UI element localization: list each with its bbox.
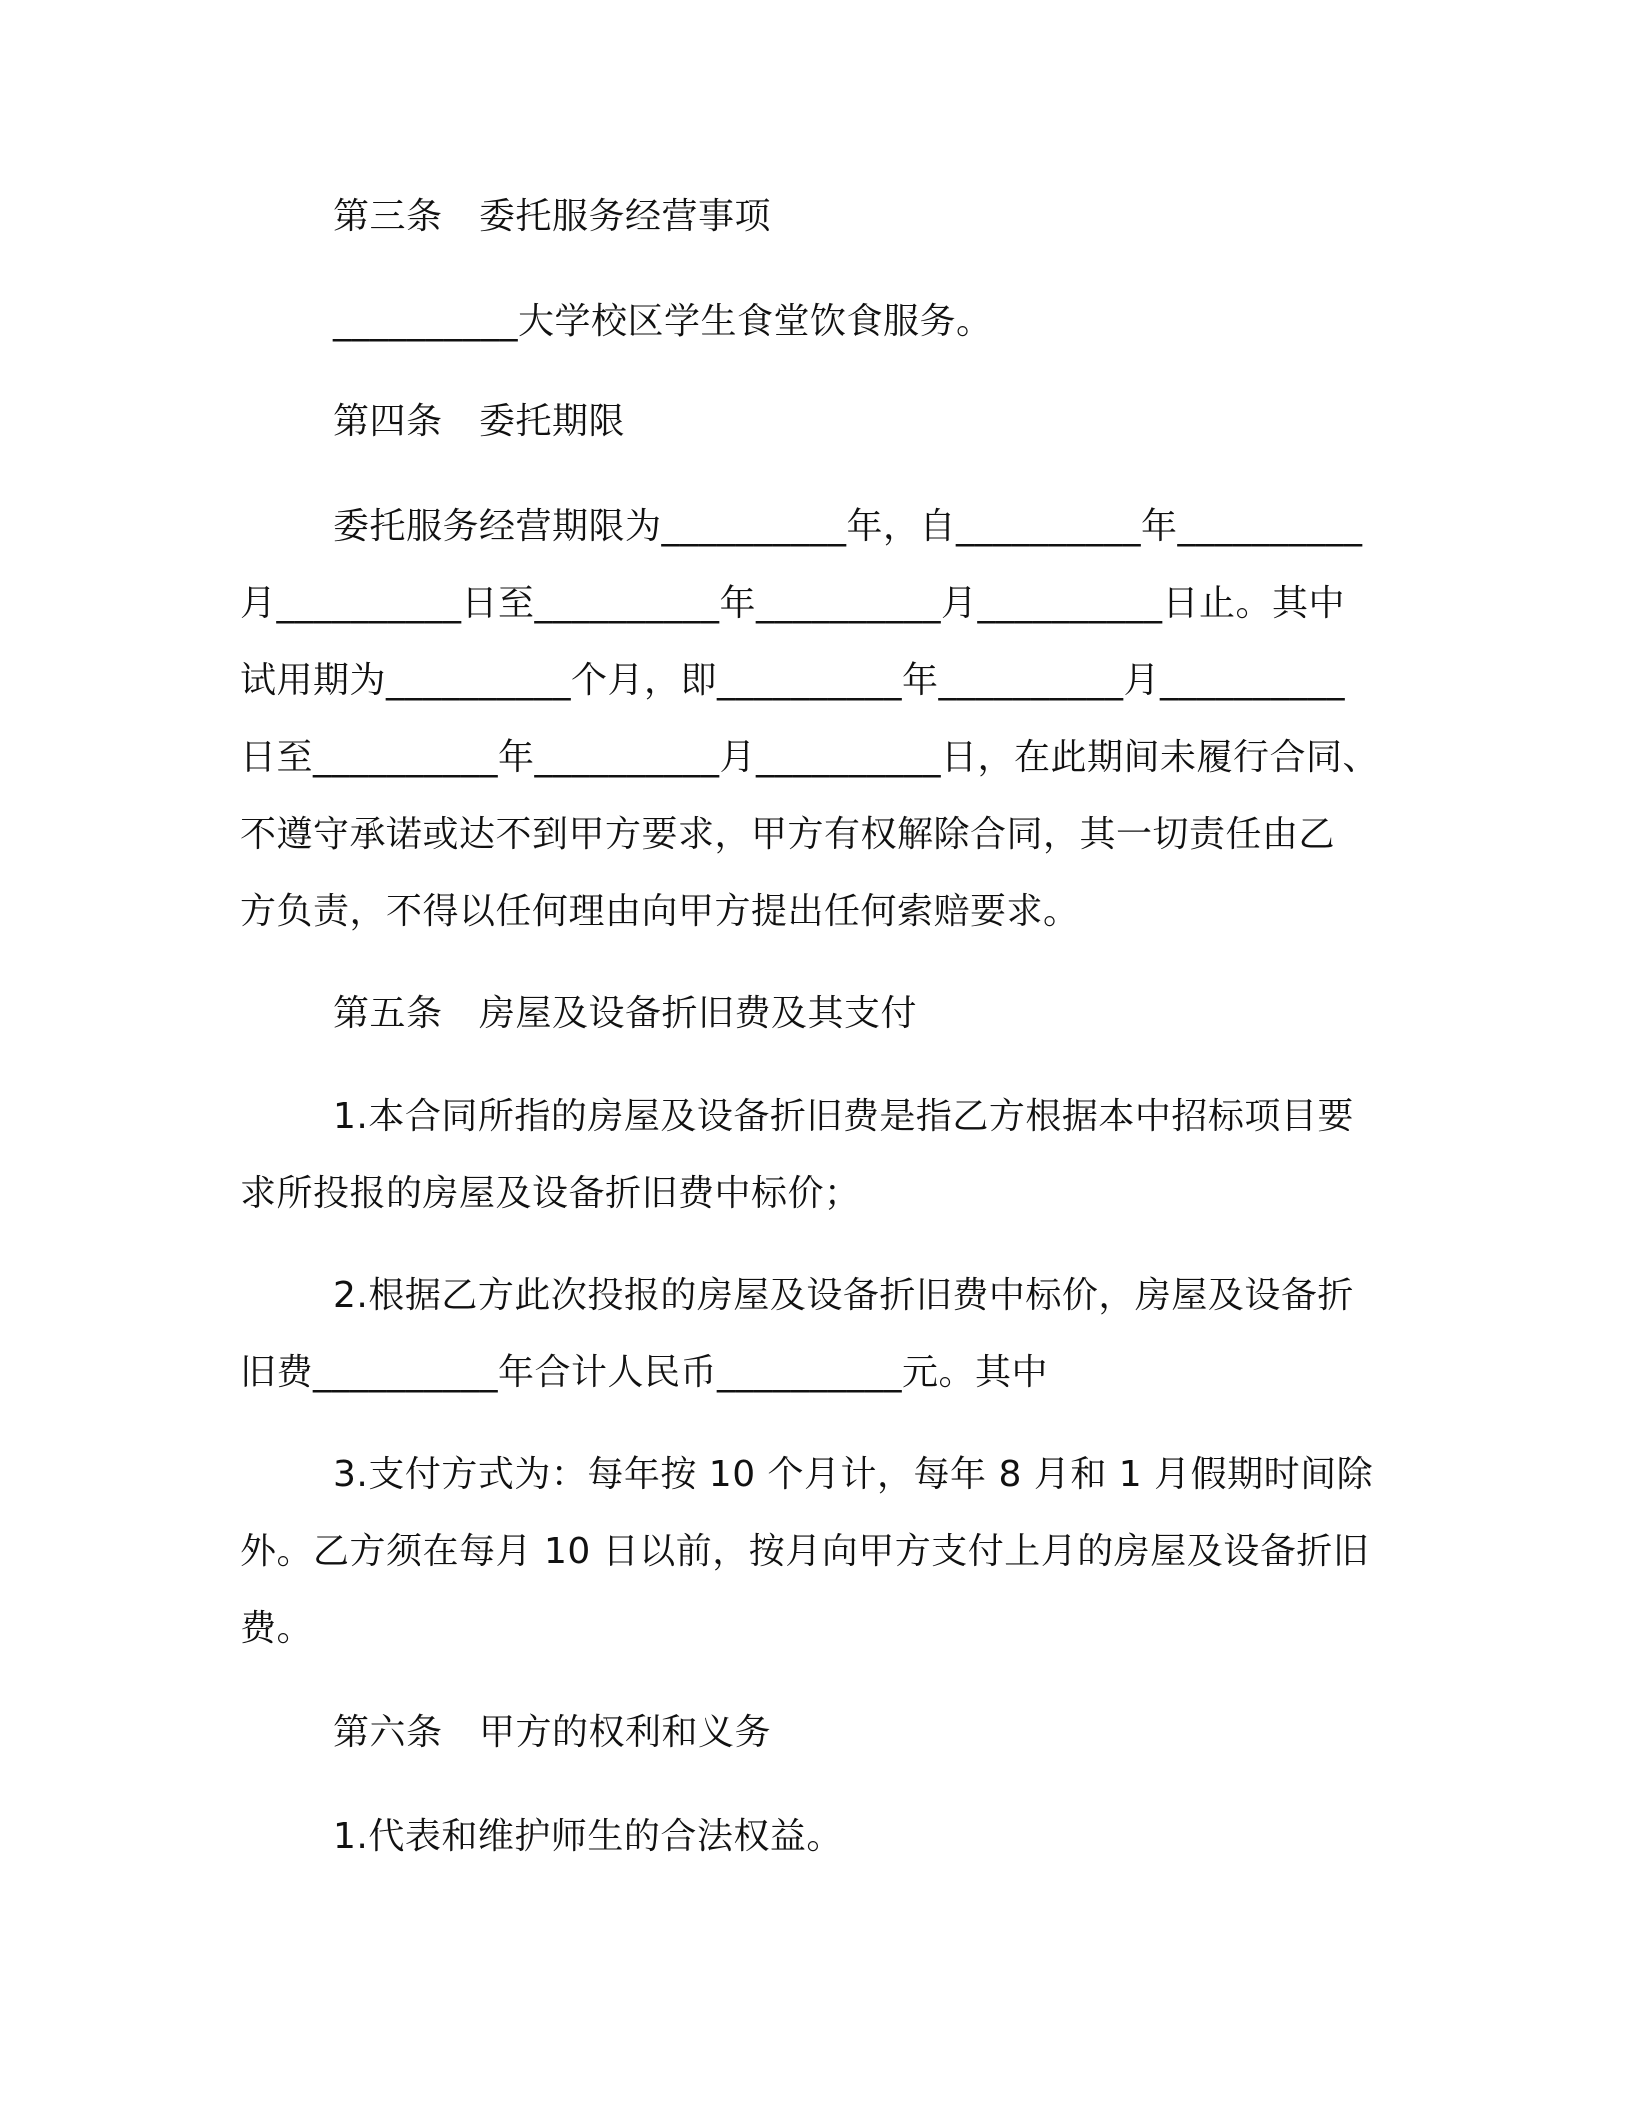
article-5-clause-2-line: 旧费__________年合计人民币__________元。其中 [240, 1352, 1049, 1393]
article-3-content: __________大学校区学生食堂饮食服务。 [333, 301, 993, 342]
article-5-clause-3-line: 外。乙方须在每月 10 日以前，按月向甲方支付上月的房屋及设备折旧 [240, 1531, 1370, 1572]
article-4-heading: 第四条 委托期限 [333, 401, 626, 442]
article-5-clause-2-line: 2.根据乙方此次投报的房屋及设备折旧费中标价，房屋及设备折 [333, 1275, 1354, 1316]
article-5-clause-1-line: 1.本合同所指的房屋及设备折旧费是指乙方根据本中招标项目要 [333, 1096, 1354, 1137]
article-4-paragraph-line: 月__________日至__________年__________月__________日止。其中 [240, 583, 1346, 624]
article-4-paragraph-line: 不遵守承诺或达不到甲方要求，甲方有权解除合同，其一切责任由乙 [240, 814, 1336, 855]
article-4-paragraph-line: 日至__________年__________月__________日，在此期间未履行合同、 [240, 737, 1380, 778]
article-5-clause-1-line: 求所投报的房屋及设备折旧费中标价； [240, 1173, 861, 1214]
article-5-heading: 第五条 房屋及设备折旧费及其支付 [333, 993, 918, 1034]
article-6-heading: 第六条 甲方的权利和义务 [333, 1712, 772, 1753]
article-5-clause-3-line: 3.支付方式为：每年按 10 个月计，每年 8 月和 1 月假期时间除 [333, 1454, 1374, 1495]
article-4-paragraph-line: 试用期为__________个月，即__________年__________月__________ [240, 660, 1346, 701]
article-4-paragraph-line: 方负责，不得以任何理由向甲方提出任何索赔要求。 [240, 891, 1080, 932]
article-4-paragraph-line: 委托服务经营期限为__________年，自__________年__________ [333, 506, 1363, 547]
article-6-clause-1: 1.代表和维护师生的合法权益。 [333, 1816, 843, 1857]
article-5-clause-3-line: 费。 [240, 1608, 314, 1649]
article-3-heading: 第三条 委托服务经营事项 [333, 196, 772, 237]
